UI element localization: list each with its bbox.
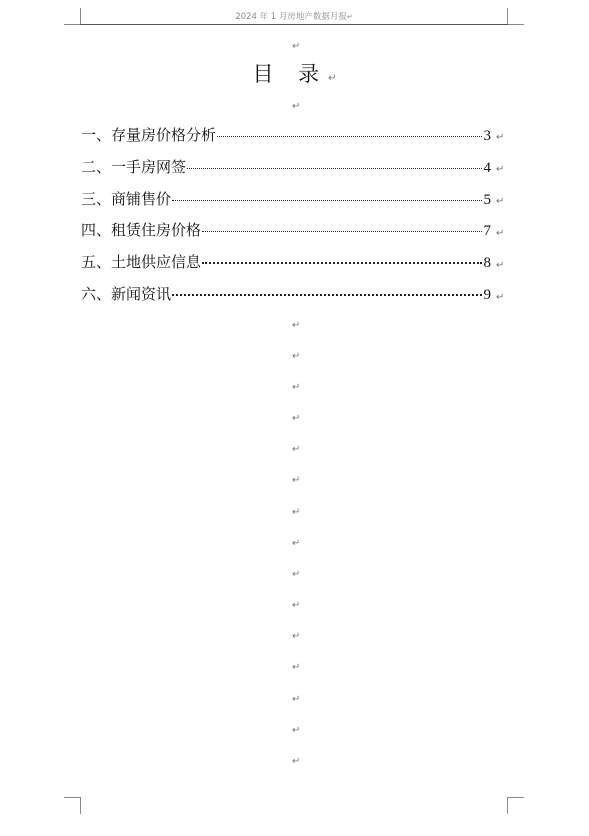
paragraph-mark-icon: ↵ [496,196,505,207]
toc-entry[interactable] [81,188,491,220]
toc-title[interactable] [0,61,589,92]
toc-entry-label: 六、新闻资讯 [81,284,172,303]
toc-entry[interactable] [81,124,491,156]
paragraph-mark-icon: ↵ [292,662,301,673]
page-header[interactable] [80,10,508,22]
toc-dot-leader [172,294,481,296]
paragraph-mark-icon: ↵ [292,413,301,424]
crop-mark-top-right [507,8,524,25]
toc-entry-label: 二、一手房网签 [81,157,187,176]
paragraph-mark-icon: ↵ [292,351,301,362]
toc-entry-label: 三、商铺售价 [81,189,172,208]
toc-entry[interactable] [81,156,491,188]
paragraph-mark-icon: ↵ [292,569,301,580]
paragraph-mark-icon: ↵ [496,132,505,143]
paragraph-mark-icon: ↵ [496,292,505,303]
toc-entry-label: 一、存量房价格分析 [81,126,217,144]
paragraph-mark-icon: ↵ [292,320,301,331]
toc-entry-page: 5 [483,191,491,208]
toc-entry-label: 五、土地供应信息 [81,253,202,272]
toc-entry-page: 3 [483,128,491,144]
toc-dot-leader [217,136,481,137]
toc-entry-page: 8 [483,255,491,272]
toc-dot-leader [187,168,481,169]
toc-dot-leader [172,200,481,201]
paragraph-mark-icon: ↵ [292,631,301,642]
paragraph-mark-icon: ↵ [292,41,301,52]
paragraph-mark-icon: ↵ [292,725,301,736]
paragraph-mark-icon: ↵ [496,228,505,239]
toc-dot-leader [202,262,481,264]
toc-entry[interactable] [81,251,491,283]
paragraph-mark-icon: ↵ [292,600,301,611]
toc-entry-page: 9 [483,286,491,303]
toc-title-text: 目 录 [252,62,329,86]
page-header-text: 2024 年 1 月房地产数据月报 [235,12,347,22]
header-rule [80,24,508,25]
toc-entry-label: 四、租赁住房价格 [81,221,202,240]
paragraph-mark-icon: ↵ [292,475,301,486]
toc-dot-leader [202,231,481,232]
paragraph-mark-icon: ↵ [292,538,301,549]
paragraph-mark-icon: ↵ [292,756,301,767]
paragraph-mark-icon: ↵ [292,507,301,518]
toc-entry[interactable] [81,283,491,315]
table-of-contents [81,124,491,315]
paragraph-mark-icon: ↵ [292,444,301,455]
toc-entry[interactable] [81,219,491,251]
crop-mark-top-left [64,8,81,25]
crop-mark-bottom-right [507,797,524,814]
paragraph-mark-icon: ↵ [292,101,301,112]
paragraph-mark-icon: ↵ [496,164,505,175]
paragraph-mark-icon: ↵ [292,382,301,393]
toc-entry-page: 7 [483,223,491,240]
paragraph-mark-icon: ↵ [496,260,505,271]
paragraph-mark-icon: ↵ [328,73,337,84]
paragraph-mark-icon: ↵ [292,694,301,705]
paragraph-mark-icon: ↵ [346,13,353,21]
crop-mark-bottom-left [64,797,81,814]
toc-entry-page: 4 [483,159,491,176]
